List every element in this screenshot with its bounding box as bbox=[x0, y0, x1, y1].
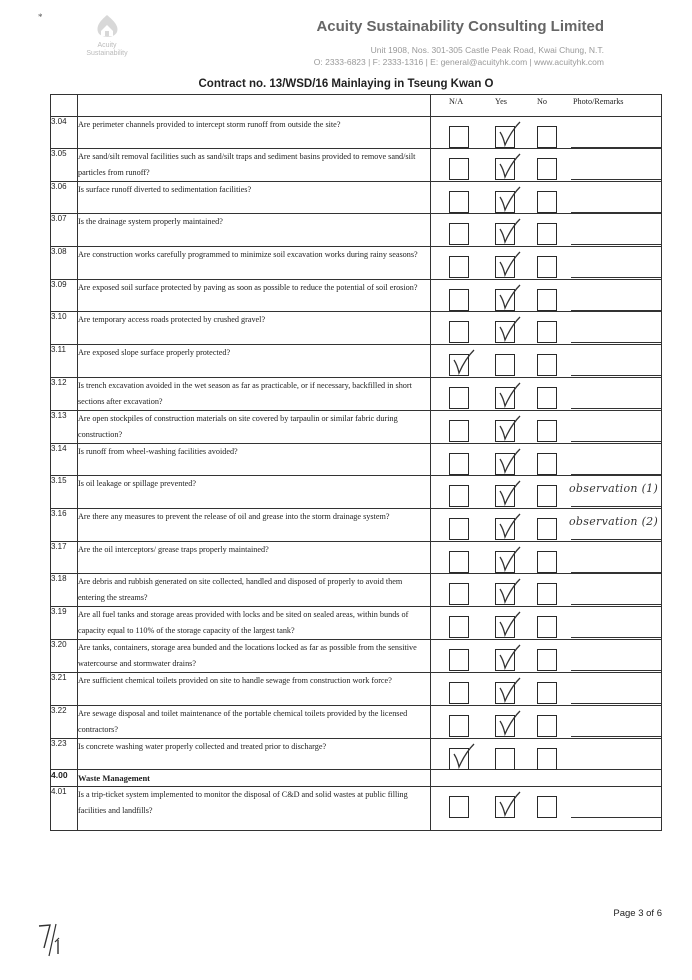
item-number: 3.21 bbox=[51, 673, 78, 706]
logo-text-1: Acuity bbox=[97, 42, 117, 49]
checkbox-no[interactable] bbox=[537, 354, 557, 376]
address-line-1: Unit 1908, Nos. 301-305 Castle Peak Road, Kwai Chung, N.T. bbox=[370, 45, 604, 55]
checkbox-no[interactable] bbox=[537, 453, 557, 475]
item-options bbox=[431, 182, 662, 214]
item-options bbox=[431, 214, 662, 247]
col-yes-label: Yes bbox=[495, 97, 507, 106]
section-title: Waste Management bbox=[78, 770, 431, 787]
checkbox-no[interactable] bbox=[537, 583, 557, 605]
company-address bbox=[314, 44, 604, 68]
item-number: 3.05 bbox=[51, 149, 78, 182]
item-number: 3.15 bbox=[51, 476, 78, 509]
checklist-row bbox=[51, 509, 662, 542]
scan-mark: * bbox=[38, 12, 43, 22]
company-name: Acuity Sustainability Consulting Limited bbox=[316, 18, 604, 35]
item-number: 3.10 bbox=[51, 312, 78, 345]
item-question: Are construction works carefully programmed to minimize soil excavation works during rainy seasons? bbox=[78, 247, 431, 280]
item-question: Is surface runoff diverted to sedimentation facilities? bbox=[78, 182, 431, 214]
checkbox-na[interactable] bbox=[449, 796, 469, 818]
item-question: Is a trip-ticket system implemented to monitor the disposal of C&D and solid wastes at public filling facilities and landfills? bbox=[78, 787, 431, 831]
checkbox-na[interactable] bbox=[449, 158, 469, 180]
checkbox-no[interactable] bbox=[537, 289, 557, 311]
item-question: Is concrete washing water properly collected and treated prior to discharge? bbox=[78, 739, 431, 770]
checkbox-yes[interactable] bbox=[495, 387, 515, 409]
header-options-cell bbox=[431, 95, 662, 117]
item-options bbox=[431, 640, 662, 673]
checkbox-na[interactable] bbox=[449, 616, 469, 638]
item-options bbox=[431, 739, 662, 770]
checkbox-no[interactable] bbox=[537, 223, 557, 245]
checkbox-yes[interactable] bbox=[495, 485, 515, 507]
checkbox-no[interactable] bbox=[537, 616, 557, 638]
item-options bbox=[431, 476, 662, 509]
checkbox-yes[interactable] bbox=[495, 256, 515, 278]
checklist-row bbox=[51, 378, 662, 411]
checkbox-no[interactable] bbox=[537, 126, 557, 148]
section-options bbox=[431, 770, 662, 787]
checkbox-yes[interactable] bbox=[495, 420, 515, 442]
checkbox-na[interactable] bbox=[449, 191, 469, 213]
checkmark-icon bbox=[497, 677, 521, 703]
checkbox-yes[interactable] bbox=[495, 748, 515, 770]
checkbox-na[interactable] bbox=[449, 551, 469, 573]
checkbox-yes[interactable] bbox=[495, 223, 515, 245]
checkbox-yes[interactable] bbox=[495, 518, 515, 540]
item-number: 3.12 bbox=[51, 378, 78, 411]
checkbox-no[interactable] bbox=[537, 649, 557, 671]
item-options bbox=[431, 247, 662, 280]
checklist-row bbox=[51, 542, 662, 574]
checkbox-yes[interactable] bbox=[495, 158, 515, 180]
item-question: Is runoff from wheel-washing facilities avoided? bbox=[78, 444, 431, 476]
checkbox-na[interactable] bbox=[449, 453, 469, 475]
item-number: 3.08 bbox=[51, 247, 78, 280]
remarks-line bbox=[571, 670, 661, 671]
remarks-line bbox=[571, 637, 661, 638]
remarks-line bbox=[571, 244, 661, 245]
checkbox-yes[interactable] bbox=[495, 616, 515, 638]
item-number: 3.18 bbox=[51, 574, 78, 607]
item-options bbox=[431, 542, 662, 574]
checkbox-no[interactable] bbox=[537, 158, 557, 180]
checkbox-na[interactable] bbox=[449, 354, 469, 376]
item-question: Are tanks, containers, storage area bunded and the locations locked as far as possible from the sensitive watercourse and stormwater drains? bbox=[78, 640, 431, 673]
item-number: 3.13 bbox=[51, 411, 78, 444]
item-question: Are debris and rubbish generated on site collected, handled and disposed of properly to avoid them entering the streams? bbox=[78, 574, 431, 607]
item-number: 3.06 bbox=[51, 182, 78, 214]
col-na-label: N/A bbox=[449, 97, 464, 106]
checkbox-na[interactable] bbox=[449, 256, 469, 278]
remarks-line bbox=[571, 375, 661, 376]
remark-text: observation (2) bbox=[569, 515, 659, 528]
checkbox-yes[interactable] bbox=[495, 126, 515, 148]
checklist-row bbox=[51, 574, 662, 607]
checkmark-icon bbox=[497, 578, 521, 604]
checkmark-icon bbox=[497, 480, 521, 506]
checkmark-icon bbox=[497, 186, 521, 212]
checkmark-icon bbox=[497, 513, 521, 539]
item-options bbox=[431, 444, 662, 476]
item-number: 3.16 bbox=[51, 509, 78, 542]
remarks-line bbox=[571, 539, 661, 540]
checklist-row bbox=[51, 312, 662, 345]
checkbox-no[interactable] bbox=[537, 748, 557, 770]
item-options bbox=[431, 574, 662, 607]
checklist-row bbox=[51, 787, 662, 831]
item-question: Are temporary access roads protected by crushed gravel? bbox=[78, 312, 431, 345]
checkmark-icon bbox=[497, 448, 521, 474]
checkbox-na[interactable] bbox=[449, 420, 469, 442]
checkbox-yes[interactable] bbox=[495, 354, 515, 376]
checkmark-icon bbox=[497, 153, 521, 179]
item-options bbox=[431, 706, 662, 739]
checklist-row bbox=[51, 706, 662, 739]
remarks-line bbox=[571, 277, 661, 278]
checkmark-icon bbox=[497, 710, 521, 736]
item-number: 3.20 bbox=[51, 640, 78, 673]
checkbox-no[interactable] bbox=[537, 321, 557, 343]
item-number: 3.04 bbox=[51, 117, 78, 149]
item-question: Are the oil interceptors/ grease traps properly maintained? bbox=[78, 542, 431, 574]
checkbox-na[interactable] bbox=[449, 126, 469, 148]
checkbox-na[interactable] bbox=[449, 583, 469, 605]
company-logo bbox=[72, 12, 142, 68]
checkmark-icon bbox=[497, 316, 521, 342]
checkbox-yes[interactable] bbox=[495, 649, 515, 671]
item-options bbox=[431, 312, 662, 345]
handwritten-initials bbox=[36, 920, 86, 965]
item-options bbox=[431, 280, 662, 312]
checkmark-icon bbox=[497, 251, 521, 277]
checkbox-no[interactable] bbox=[537, 518, 557, 540]
checkbox-no[interactable] bbox=[537, 420, 557, 442]
checkbox-no[interactable] bbox=[537, 191, 557, 213]
checkbox-no[interactable] bbox=[537, 796, 557, 818]
checkmark-icon bbox=[497, 382, 521, 408]
checkbox-na[interactable] bbox=[449, 715, 469, 737]
checkbox-yes[interactable] bbox=[495, 796, 515, 818]
checkbox-na[interactable] bbox=[449, 223, 469, 245]
checklist-row bbox=[51, 476, 662, 509]
checklist-row bbox=[51, 607, 662, 640]
item-question: Are open stockpiles of construction materials on site covered by tarpaulin or similar fabric during construction? bbox=[78, 411, 431, 444]
checklist-row bbox=[51, 739, 662, 770]
checkmark-icon bbox=[497, 121, 521, 147]
item-options bbox=[431, 345, 662, 378]
item-question: Are sand/silt removal facilities such as sand/silt traps and sediment basins provided to remove sand/silt particles from runoff? bbox=[78, 149, 431, 182]
remarks-line bbox=[571, 179, 661, 180]
item-number: 4.01 bbox=[51, 787, 78, 831]
checkbox-na[interactable] bbox=[449, 748, 469, 770]
item-number: 3.14 bbox=[51, 444, 78, 476]
header-num-cell bbox=[51, 95, 78, 117]
item-number: 3.22 bbox=[51, 706, 78, 739]
item-question: Is trench excavation avoided in the wet season as far as practicable, or if necessary, backfilled in short sections after excavation? bbox=[78, 378, 431, 411]
checkbox-yes[interactable] bbox=[495, 715, 515, 737]
checklist-row bbox=[51, 280, 662, 312]
checkbox-yes[interactable] bbox=[495, 289, 515, 311]
address-line-2: O: 2333-6823 | F: 2333-1316 | E: general@acuityhk.com | www.acuityhk.com bbox=[313, 57, 604, 67]
checkmark-icon bbox=[451, 743, 475, 769]
item-options bbox=[431, 378, 662, 411]
item-number: 3.11 bbox=[51, 345, 78, 378]
remarks-line bbox=[571, 604, 661, 605]
item-question: Are perimeter channels provided to intercept storm runoff from outside the site? bbox=[78, 117, 431, 149]
checkbox-yes[interactable] bbox=[495, 682, 515, 704]
checkbox-yes[interactable] bbox=[495, 191, 515, 213]
checkbox-na[interactable] bbox=[449, 485, 469, 507]
checkbox-yes[interactable] bbox=[495, 551, 515, 573]
contract-title: Contract no. 13/WSD/16 Mainlaying in Tseung Kwan O bbox=[198, 78, 494, 90]
checklist-row bbox=[51, 117, 662, 149]
checkmark-icon bbox=[497, 611, 521, 637]
checklist-row bbox=[51, 411, 662, 444]
item-question: Are exposed soil surface protected by paving as soon as possible to reduce the potential of soil erosion? bbox=[78, 280, 431, 312]
checkmark-icon bbox=[497, 546, 521, 572]
checkbox-no[interactable] bbox=[537, 682, 557, 704]
col-no-label: No bbox=[537, 97, 548, 106]
checkmark-icon bbox=[497, 791, 521, 817]
item-options bbox=[431, 117, 662, 149]
checkbox-no[interactable] bbox=[537, 485, 557, 507]
item-question: Are all fuel tanks and storage areas provided with locks and be sited on sealed areas, within bunds of capacity equal to 110% of the storage capacity of the largest tank? bbox=[78, 607, 431, 640]
section-number: 4.00 bbox=[51, 770, 78, 787]
checklist-row bbox=[51, 182, 662, 214]
item-number: 3.09 bbox=[51, 280, 78, 312]
item-options bbox=[431, 509, 662, 542]
item-number: 3.07 bbox=[51, 214, 78, 247]
checkbox-na[interactable] bbox=[449, 289, 469, 311]
header-row bbox=[51, 95, 662, 117]
remarks-line bbox=[571, 506, 661, 507]
checklist-table bbox=[50, 94, 662, 831]
checkbox-yes[interactable] bbox=[495, 453, 515, 475]
item-options bbox=[431, 787, 662, 831]
checklist-row bbox=[51, 673, 662, 706]
remarks-line bbox=[571, 408, 661, 409]
checklist-row bbox=[51, 149, 662, 182]
checklist-row bbox=[51, 247, 662, 280]
item-question: Is oil leakage or spillage prevented? bbox=[78, 476, 431, 509]
item-options bbox=[431, 607, 662, 640]
item-question: Are sufficient chemical toilets provided on site to handle sewage from construction work force? bbox=[78, 673, 431, 706]
checklist-row bbox=[51, 444, 662, 476]
remarks-line bbox=[571, 703, 661, 704]
checkbox-yes[interactable] bbox=[495, 321, 515, 343]
checkbox-no[interactable] bbox=[537, 256, 557, 278]
item-question: Are there any measures to prevent the release of oil and grease into the storm drainage system? bbox=[78, 509, 431, 542]
checkbox-na[interactable] bbox=[449, 518, 469, 540]
checkbox-na[interactable] bbox=[449, 649, 469, 671]
item-question: Are sewage disposal and toilet maintenance of the portable chemical toilets provided by the licensed contractors? bbox=[78, 706, 431, 739]
checkbox-no[interactable] bbox=[537, 715, 557, 737]
remarks-line bbox=[571, 342, 661, 343]
item-question: Are exposed slope surface properly protected? bbox=[78, 345, 431, 378]
checklist-row bbox=[51, 214, 662, 247]
remarks-line bbox=[571, 736, 661, 737]
checkbox-na[interactable] bbox=[449, 387, 469, 409]
item-options bbox=[431, 673, 662, 706]
checkmark-icon bbox=[497, 415, 521, 441]
logo-house-icon bbox=[90, 12, 124, 42]
checkbox-no[interactable] bbox=[537, 551, 557, 573]
section-row bbox=[51, 770, 662, 787]
remark-text: observation (1) bbox=[569, 482, 659, 495]
item-number: 3.17 bbox=[51, 542, 78, 574]
logo-text-2: Sustainability bbox=[86, 50, 128, 57]
checkmark-icon bbox=[451, 349, 475, 375]
item-options bbox=[431, 149, 662, 182]
remarks-line bbox=[571, 817, 661, 818]
checkmark-icon bbox=[497, 284, 521, 310]
page-number: Page 3 of 6 bbox=[613, 908, 662, 919]
checkbox-no[interactable] bbox=[537, 387, 557, 409]
item-number: 3.19 bbox=[51, 607, 78, 640]
remarks-line bbox=[571, 441, 661, 442]
header-question-cell bbox=[78, 95, 431, 117]
col-remarks-label: Photo/Remarks bbox=[573, 97, 624, 106]
checkbox-na[interactable] bbox=[449, 321, 469, 343]
checklist-row bbox=[51, 640, 662, 673]
item-options bbox=[431, 411, 662, 444]
checkbox-na[interactable] bbox=[449, 682, 469, 704]
item-number: 3.23 bbox=[51, 739, 78, 770]
item-question: Is the drainage system properly maintained? bbox=[78, 214, 431, 247]
checkbox-yes[interactable] bbox=[495, 583, 515, 605]
checkmark-icon bbox=[497, 218, 521, 244]
checkmark-icon bbox=[497, 644, 521, 670]
checklist-row bbox=[51, 345, 662, 378]
